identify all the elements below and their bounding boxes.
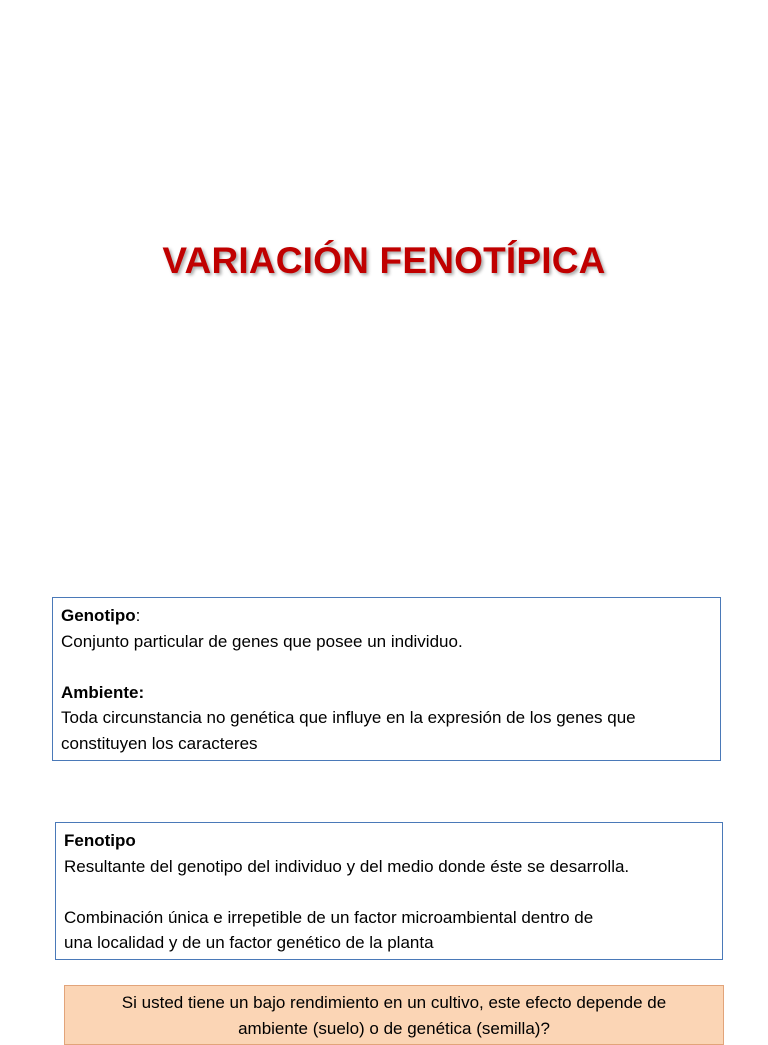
ambiente-definition-line1: Toda circunstancia no genética que influye en la expresión de los genes que <box>61 708 636 727</box>
definitions-box-genotipo-ambiente <box>52 597 721 761</box>
fenotipo-definition: Resultante del genotipo del individuo y del medio donde éste se desarrolla. <box>64 856 630 876</box>
combinacion-line2: una localidad y de un factor genético de la planta <box>64 933 434 952</box>
ambiente-definition-line2: constituyen los caracteres <box>61 733 258 753</box>
genotipo-definition: Conjunto particular de genes que posee un individuo. <box>61 631 463 651</box>
question-line2: ambiente (suelo) o de genética (semilla)? <box>238 1018 550 1038</box>
genotipo-heading-line <box>61 603 712 629</box>
spacer <box>61 654 712 680</box>
ambiente-label: Ambiente: <box>61 682 145 702</box>
genotipo-colon: : <box>135 606 141 625</box>
definitions-box-fenotipo <box>55 822 723 960</box>
fenotipo-label: Fenotipo <box>64 831 136 850</box>
combinacion-line1: Combinación única e irrepetible de un factor microambiental dentro de <box>64 907 594 927</box>
slide-title: VARIACIÓN FENOTÍPICA <box>162 240 606 281</box>
genotipo-label: Genotipo <box>61 606 136 625</box>
question-line1: Si usted tiene un bajo rendimiento en un cultivo, este efecto depende de <box>121 993 667 1012</box>
spacer <box>64 879 714 905</box>
question-box <box>64 985 724 1045</box>
